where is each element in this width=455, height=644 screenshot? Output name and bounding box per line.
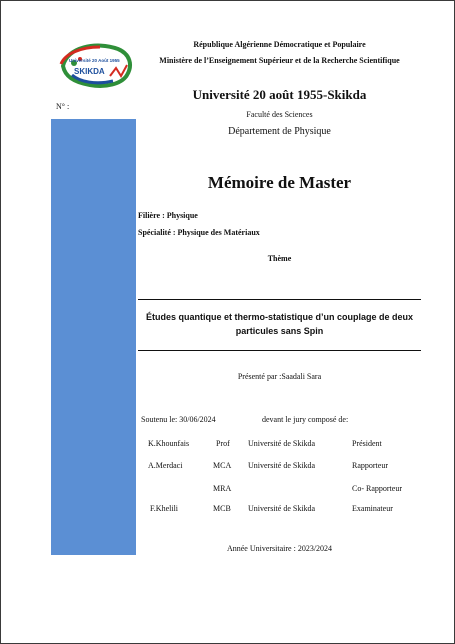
republic-title: République Algérienne Démocratique et Populaire <box>193 40 366 49</box>
jury-institution: Université de Skikda <box>248 461 316 470</box>
jury-role: Examinateur <box>352 504 393 513</box>
university-skikda-logo <box>55 37 137 93</box>
thesis-theme-title: Études quantique et thermo-statistique d’un couplage de deux particules sans Spin <box>145 312 414 336</box>
jury-role: Président <box>352 439 382 448</box>
specialite-label: Spécialité : Physique des Matériaux <box>138 228 260 237</box>
jury-name: K.Khounfais <box>148 439 190 448</box>
jury-institution: Université de Skikda <box>248 439 316 448</box>
number-label: N° : <box>56 102 70 111</box>
logo-text-bottom: SKIKDA <box>74 67 105 76</box>
defense-date: Soutenu le: 30/06/2024 <box>141 415 216 424</box>
jury-grade: MRA <box>213 484 232 493</box>
department-name: Département de Physique <box>228 126 331 137</box>
jury-institution: Université de Skikda <box>248 504 316 513</box>
academic-year: Année Universitaire : 2023/2024 <box>226 544 333 553</box>
jury-intro: devant le jury composé de: <box>262 415 349 424</box>
jury-grade: MCB <box>213 504 231 513</box>
theme-label: Thème <box>267 254 292 263</box>
jury-name: F.Khelili <box>150 504 179 513</box>
jury-row <box>0 439 455 453</box>
jury-role: Rapporteur <box>352 461 388 470</box>
university-name: Université 20 août 1955-Skikda <box>192 87 367 102</box>
ministry-title: Ministère de l’Enseignement Supérieur et de la Recherche Scientifique <box>159 56 400 65</box>
jury-row <box>0 461 455 475</box>
jury-role: Co- Rapporteur <box>352 484 402 493</box>
jury-grade: MCA <box>213 461 232 470</box>
presented-by: Présenté par :Saadali Sara <box>237 372 322 381</box>
faculty-name: Faculté des Sciences <box>246 110 313 119</box>
filiere-label: Filière : Physique <box>138 211 198 220</box>
jury-row <box>0 504 455 518</box>
theme-bottom-rule <box>138 350 421 351</box>
logo-text-top: Université 20 Août 1955 <box>69 58 120 63</box>
jury-name: A.Merdaci <box>148 461 183 470</box>
jury-row <box>0 484 455 498</box>
jury-grade: Prof <box>216 439 230 448</box>
document-type-title: Mémoire de Master <box>207 173 352 192</box>
theme-top-rule <box>138 299 421 300</box>
